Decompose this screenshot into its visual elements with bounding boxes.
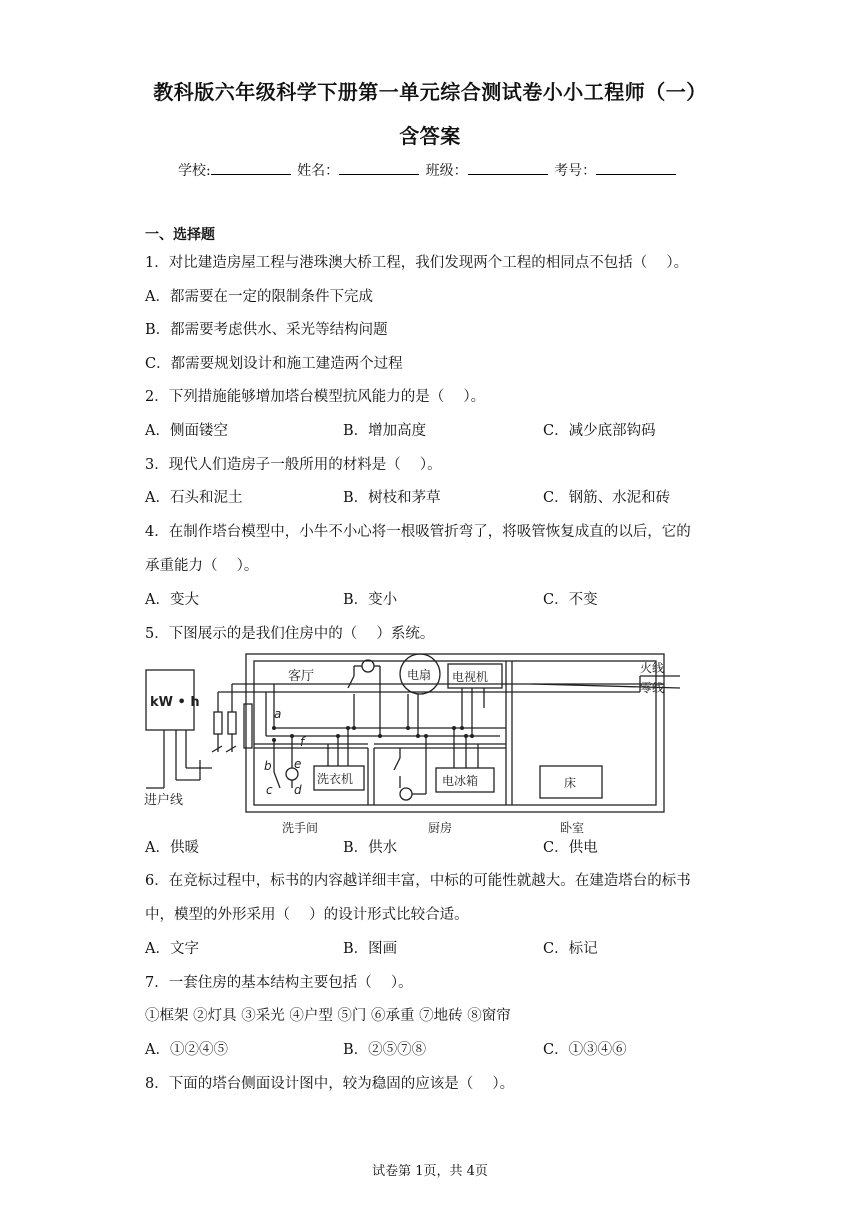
class-label: 班级： (425, 163, 468, 179)
section-heading: 一、选择题 (145, 227, 215, 243)
meter-label: kW • h (150, 695, 200, 710)
q7-option-c: C．①③④⑥ (543, 1042, 627, 1058)
point-b-label: b (264, 759, 272, 773)
living-room-label: 客厅 (288, 669, 315, 684)
kitchen-label: 厨房 (428, 821, 453, 835)
exam-number-blank (596, 162, 676, 175)
q2-option-a: A．侧面镂空 (145, 423, 228, 439)
q3-option-c: C．钢筋、水泥和砖 (543, 490, 671, 506)
incoming-line-label: 进户线 (144, 793, 184, 808)
q5-option-c: C．供电 (543, 840, 598, 856)
q5-option-a: A．供暖 (145, 840, 199, 856)
q4-stem-line1: 4．在制作塔台模型中，小牛不小心将一根吸管折弯了，将吸管恢复成直的以后，它的 (145, 524, 691, 540)
q7-stem: 7．一套住房的基本结构主要包括（ ）。 (145, 975, 413, 991)
q7-option-a: A．①②④⑤ (145, 1042, 228, 1058)
q5-option-b: B．供水 (343, 840, 398, 856)
tv-label: 电视机 (452, 670, 489, 684)
document-title-line2: 含答案 (399, 124, 461, 148)
q6-option-c: C．标记 (543, 941, 598, 957)
q7-option-b: B．②⑤⑦⑧ (343, 1042, 427, 1058)
q3-option-a: A．石头和泥土 (145, 490, 243, 506)
house-circuit-diagram (140, 648, 680, 836)
page-footer: 试卷第 1页，共 4页 (372, 1164, 488, 1179)
point-e-label: e (294, 757, 302, 771)
name-label: 姓名： (297, 163, 340, 179)
q3-stem: 3．现代人们造房子一般所用的材料是（ ）。 (145, 457, 442, 473)
q6-option-a: A．文字 (145, 941, 199, 957)
q1-option-b: B．都需要考虑供水、采光等结构问题 (145, 322, 388, 338)
q6-option-b: B．图画 (343, 941, 398, 957)
neutral-wire-label: 零线 (640, 681, 665, 695)
exam-number-label: 考号： (554, 163, 597, 179)
name-blank (339, 162, 419, 175)
bathroom-label: 洗手间 (282, 821, 319, 835)
q6-stem-line2: 中，模型的外形采用（ ）的设计形式比较合适。 (145, 907, 469, 923)
q8-stem: 8．下面的塔台侧面设计图中，较为稳固的应该是（ ）。 (145, 1076, 515, 1092)
living-room-lamp (362, 660, 374, 672)
q1-option-a: A．都需要在一定的限制条件下完成 (145, 289, 373, 305)
q2-option-c: C．减少底部钩码 (543, 423, 656, 439)
live-wire-label: 火线 (640, 661, 665, 675)
q6-stem-line1: 6．在竞标过程中，标书的内容越详细丰富，中标的可能性就越大。在建造塔台的标书 (145, 873, 691, 889)
fridge-label: 电冰箱 (442, 774, 479, 788)
bedroom-label: 卧室 (560, 821, 585, 835)
point-a-label: a (274, 707, 282, 721)
q3-option-b: B．树枝和茅草 (343, 490, 441, 506)
point-c-label: c (266, 783, 273, 797)
q1-option-c: C．都需要规划设计和施工建造两个过程 (145, 356, 403, 372)
q4-option-c: C．不变 (543, 592, 598, 608)
q5-stem: 5．下图展示的是我们住房中的（ ）系统。 (145, 626, 435, 642)
q2-option-b: B．增加高度 (343, 423, 427, 439)
q4-option-a: A．变大 (145, 592, 199, 608)
q7-items: ①框架 ②灯具 ③采光 ④户型 ⑤门 ⑥承重 ⑦地砖 ⑧窗帘 (145, 1008, 511, 1024)
class-blank (468, 162, 548, 175)
q4-option-b: B．变小 (343, 592, 398, 608)
q2-stem: 2．下列措施能够增加塔台模型抗风能力的是（ ）。 (145, 389, 486, 405)
student-info-row (178, 160, 678, 180)
school-label: 学校: (178, 163, 211, 179)
fan-label: 电扇 (407, 668, 432, 682)
q4-stem-line2: 承重能力（ ）。 (145, 558, 259, 574)
bed-label: 床 (564, 776, 577, 790)
document-title-line1: 教科版六年级科学下册第一单元综合测试卷小小工程师（一） (153, 80, 707, 104)
school-blank (211, 162, 291, 175)
washer-label: 洗衣机 (317, 772, 354, 786)
q1-stem: 1．对比建造房屋工程与港珠澳大桥工程，我们发现两个工程的相同点不包括（ ）。 (145, 255, 689, 271)
point-d-label: d (294, 783, 302, 797)
point-f-label: f (300, 735, 305, 749)
